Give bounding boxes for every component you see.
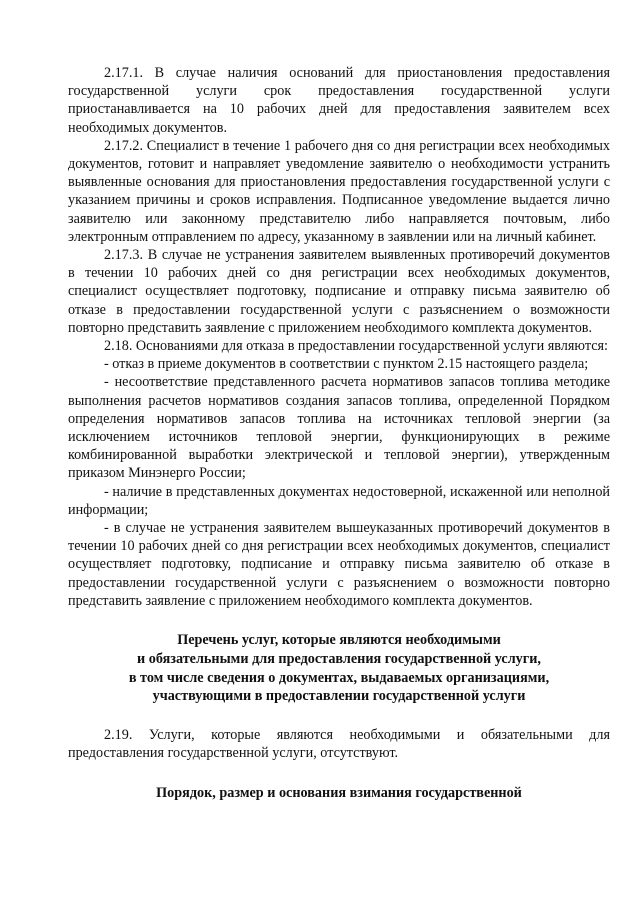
spacer: [68, 763, 610, 784]
list-item-calculation-mismatch: - несоответствие представленного расчета нормативов запасов топлива методике выполнения расчетов нормативов создания запасов топлива, определенной Порядком определения нормативов запасов топлива на источниках тепловой энергии (за исключением источников тепловой энергии, функционирующих в режиме комбинированной выработки электрической и тепловой энергии), утвержденным приказом Минэнерго России;: [68, 374, 610, 482]
spacer: [68, 610, 610, 631]
paragraph-2-18: 2.18. Основаниями для отказа в предоставлении государственной услуги являются:: [104, 338, 608, 355]
paragraph-2-19: 2.19. Услуги, которые являются необходимыми и обязательными для предоставления государственной услуги, отсутствуют.: [68, 727, 610, 762]
list-item-false-information: - наличие в представленных документах недостоверной, искаженной или неполной информации;: [68, 483, 610, 518]
section-heading-fees: Порядок, размер и основания взимания государственной: [156, 784, 522, 801]
list-item-refusal-reception: - отказ в приеме документов в соответствии с пунктом 2.15 настоящего раздела;: [104, 356, 589, 373]
paragraph-2-17-3: 2.17.3. В случае не устранения заявителем выявленных противоречий документов в течении 10 рабочих дней со дня регистрации всех необходимых документов, специалист осуществляет подготовку, подписание и отправку письма заявителю об отказе в предоставлении государственной услуги с разъяснением о возможности повторно представить заявление с приложением необходимого комплекта документов.: [68, 247, 610, 336]
section-heading-services: [68, 631, 610, 706]
list-item-not-eliminated: - в случае не устранения заявителем вышеуказанных противоречий документов в течении 10 рабочих дней со дня регистрации всех необходимых документов, специалист осуществляет подготовку, подписание и отправку письма заявителю об отказе в предоставлении государственной услуги с разъяснением о возможности повторно представить заявление с приложением необходимого комплекта документов.: [68, 520, 610, 609]
heading-line: и обязательными для предоставления государственной услуги,: [137, 650, 541, 667]
heading-line: участвующими в предоставлении государственной услуги: [152, 688, 526, 705]
heading-line: Перечень услуг, которые являются необходимыми: [177, 632, 501, 649]
spacer: [68, 706, 610, 726]
document-page: [68, 64, 610, 802]
heading-line: в том числе сведения о документах, выдаваемых организациями,: [128, 669, 550, 686]
paragraph-2-17-1: 2.17.1. В случае наличия оснований для приостановления предоставления государственной услуги срок предоставления государственной услуги приостанавливается на 10 рабочих дней для предоставления заявителем всех необходимых документов.: [68, 65, 610, 136]
paragraph-2-17-2: 2.17.2. Специалист в течение 1 рабочего дня со дня регистрации всех необходимых документов, готовит и направляет уведомление заявителю о необходимости устранить выявленные основания для приостановления предоставления государственной услуги с указанием причины и сроков исправления. Подписанное уведомление выдается лично заявителю или законному представителю либо направляется почтовым, либо электронным отправлением по адресу, указанному в заявлении или на личный кабинет.: [68, 137, 610, 245]
